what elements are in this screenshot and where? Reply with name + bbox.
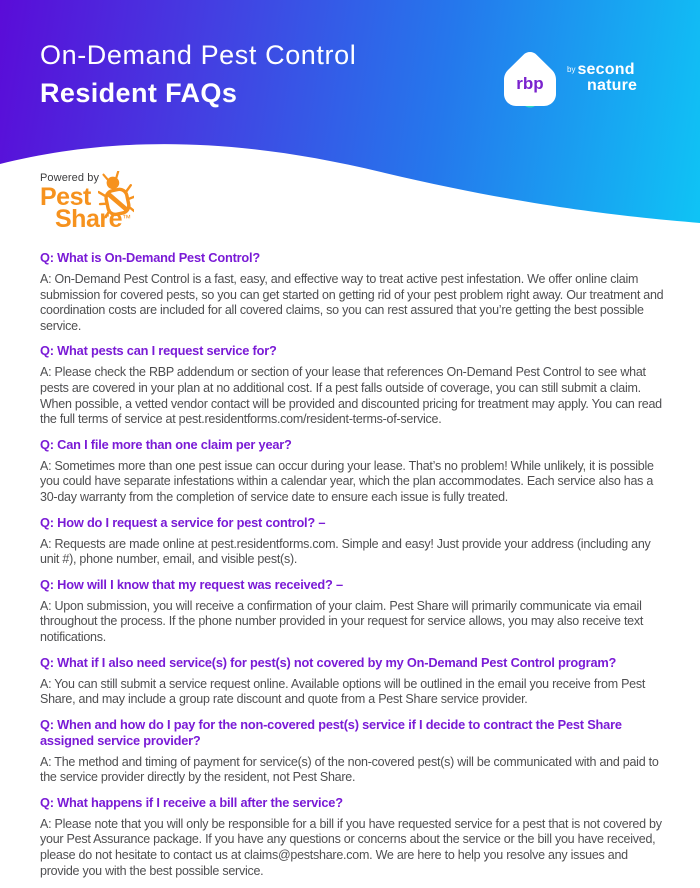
faq-question: Q: Can I file more than one claim per year?	[40, 436, 292, 452]
faq-item	[40, 250, 664, 334]
svg-text:rbp: rbp	[516, 74, 544, 93]
faq-question: Q: What if I also need service(s) for pest(s) not covered by my On-Demand Pest Control program?	[40, 654, 617, 670]
second-nature-line2: nature	[587, 76, 638, 94]
faq-answer: A: Requests are made online at pest.residentforms.com. Simple and easy! Just provide your address (including any unit #), phone number, email, and visible pest(s).	[40, 536, 651, 567]
faq-question: Q: What is On-Demand Pest Control?	[40, 250, 260, 265]
pest-share-logo	[40, 172, 131, 233]
faq-item	[40, 655, 664, 708]
faq-answer: A: Please note that you will only be responsible for a bill if you have requested service for a pest that is not covered by your Pest Assurance package. If you have any questions or concerns about the service or the bill you have received, please do not hesitate to contact us at claims@pestshare.com. We are here to help you resolve any issues and provide you with the best possible service.	[40, 816, 662, 878]
rbp-house-icon	[502, 50, 558, 112]
faq-answer: A: Upon submission, you will receive a confirmation of your claim. Pest Share will primarily communicate via email throughout the process. If the phone number provided in your request for service allows, you may also receive text notifications.	[40, 598, 644, 644]
faq-answer: A: You can still submit a service request online. Available options will be outlined in the email you receive from Pest Share, and may include a group rate discount and quote from a Pest Share service provider.	[40, 676, 646, 707]
faq-answer: A: The method and timing of payment for service(s) of the non-covered pest(s) will be communicated with and paid to the service provider directly by the resident, not Pest Share.	[40, 754, 659, 785]
faq-list	[40, 250, 664, 888]
faq-answer: A: On-Demand Pest Control is a fast, easy, and effective way to treat active pest infestation. We offer online claim submission for covered pests, so you can get started on getting rid of your pest problem right away. Our treatment and coordination costs are included for all covered claims, so you can rest assured that you’re getting the best possible service.	[40, 272, 664, 333]
bug-icon	[98, 171, 134, 219]
trademark-symbol: ™	[121, 213, 131, 223]
faq-item	[40, 515, 664, 568]
faq-item	[40, 343, 664, 427]
faq-item	[40, 717, 664, 786]
faq-item	[40, 577, 664, 646]
by-label: by	[567, 64, 576, 74]
pest-share-line1: Pest	[40, 183, 91, 211]
page-title	[40, 36, 356, 112]
faq-question: Q: How will I know that my request was received? –	[40, 576, 343, 592]
faq-question: Q: What happens if I receive a bill after the service?	[40, 794, 343, 810]
second-nature-line1: second	[577, 60, 635, 78]
pest-share-line2: Share™	[55, 205, 131, 233]
faq-question: Q: How do I request a service for pest control? –	[40, 514, 326, 530]
powered-by-label: Powered by	[40, 172, 100, 184]
second-nature-wordmark	[567, 62, 637, 95]
page-title-line2: Resident FAQs	[40, 78, 238, 108]
faq-answer: A: Sometimes more than one pest issue can occur during your lease. That’s no problem! While unlikely, it is possible you could have separate infestations within a calendar year, which the plan accommodates. Each service also has a 30-day warranty from the completion of service date to ensure each issue is fully treated.	[40, 458, 654, 504]
rbp-logo	[502, 50, 637, 112]
faq-question: Q: What pests can I request service for?	[40, 343, 277, 359]
faq-item	[40, 437, 664, 506]
faq-item	[40, 795, 664, 879]
faq-question: Q: When and how do I pay for the non-covered pest(s) service if I decide to contract the Pest Share assigned service provider?	[40, 716, 622, 748]
faq-answer: A: Please check the RBP addendum or section of your lease that references On-Demand Pest Control to see what pests are covered in your plan at no additional cost. If a pest falls outside of coverage, you can still submit a claim. When possible, a vetted vendor contact will be provided and discounted pricing for treatment may apply. You can read the full terms of service at pest.residentforms.com/resident-terms-of-service.	[40, 365, 662, 427]
page-title-line1: On-Demand Pest Control	[40, 40, 357, 70]
